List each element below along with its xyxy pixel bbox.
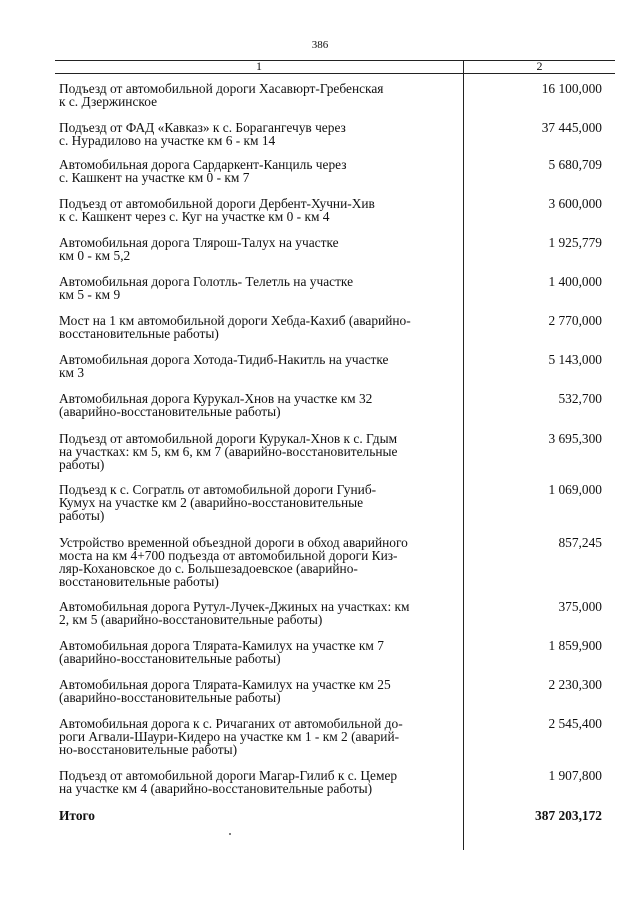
total-label: Итого	[59, 808, 95, 823]
row-description-line: Автомобильная дорога Голотль- Телетль на участке	[59, 274, 354, 289]
row-amount: 3 695,300	[548, 431, 602, 446]
row-description-line: с. Нурадилово на участке км 6 - км 14	[59, 133, 276, 148]
row-description-line: Подъезд от ФАД «Кавказ» к с. Борагангечув через	[59, 120, 346, 135]
row-description-line: км 3	[59, 365, 85, 380]
row-description-line: ляр-Кохановское до с. Большезадоевское (аварийно-	[59, 561, 358, 576]
row-description-line: работы)	[59, 457, 105, 472]
row-description-line: Автомобильная дорога Курукал-Хнов на участке км 32	[59, 391, 373, 406]
total-amount: 387 203,172	[535, 808, 602, 823]
row-description	[59, 197, 459, 223]
row-amount: 2 545,400	[548, 716, 602, 731]
row-description	[59, 353, 459, 379]
row-description	[59, 600, 459, 626]
row-description	[59, 639, 459, 665]
row-description-line: Подъезд от автомобильной дороги Дербент-Хучни-Хив	[59, 196, 375, 211]
row-description-line: на участках: км 5, км 6, км 7 (аварийно-восстановительные	[59, 444, 398, 459]
row-description-line: Автомобильная дорога Тлярата-Камилух на участке км 7	[59, 638, 384, 653]
row-amount: 375,000	[558, 599, 602, 614]
row-description-line: (аварийно-восстановительные работы)	[59, 651, 281, 666]
row-description-line: Подъезд от автомобильной дороги Курукал-Хнов к с. Гдым	[59, 431, 398, 446]
row-description-line: но-восстановительные работы)	[59, 742, 238, 757]
row-amount: 1 400,000	[548, 274, 602, 289]
row-description-line: Автомобильная дорога Тлярата-Камилух на участке км 25	[59, 677, 391, 692]
row-description-line: км 5 - км 9	[59, 287, 121, 302]
row-description	[59, 483, 459, 522]
row-amount: 532,700	[558, 391, 602, 406]
page-number: 386	[311, 39, 329, 51]
row-description-line: работы)	[59, 508, 105, 523]
column-header-1: 1	[256, 59, 262, 73]
row-description-line: Подъезд к с. Согратль от автомобильной дороги Гуниб-	[59, 482, 377, 497]
row-description-line: моста на км 4+700 подъезда от автомобильной дороги Киз-	[59, 548, 398, 563]
row-description	[59, 769, 459, 795]
row-amount: 1 859,900	[548, 638, 602, 653]
row-amount: 857,245	[558, 535, 602, 550]
row-description-line: к с. Кашкент через с. Куг на участке км 0 - км 4	[59, 209, 330, 224]
row-description	[59, 392, 459, 418]
row-description	[59, 236, 459, 262]
row-description-line: на участке км 4 (аварийно-восстановительные работы)	[59, 781, 373, 796]
column-divider	[463, 60, 464, 850]
header-bottom-rule	[55, 73, 615, 74]
row-description-line: восстановительные работы)	[59, 574, 219, 589]
row-description-line: к с. Дзержинское	[59, 94, 158, 109]
row-description-line: Мост на 1 км автомобильной дороги Хебда-Кахиб (аварийно-	[59, 313, 411, 328]
row-description-line: Автомобильная дорога Тлярош-Талух на участке	[59, 235, 339, 250]
row-description-line: Автомобильная дорога Рутул-Лучек-Джиных на участках: км	[59, 599, 410, 614]
row-description-line: Автомобильная дорога Сардаркент-Канциль через	[59, 157, 347, 172]
row-description-line: с. Кашкент на участке км 0 - км 7	[59, 170, 250, 185]
row-description-line: Подъезд от автомобильной дороги Магар-Гилиб к с. Цемер	[59, 768, 398, 783]
row-amount: 1 925,779	[548, 235, 602, 250]
row-description-line: (аварийно-восстановительные работы)	[59, 404, 281, 419]
row-description	[59, 717, 459, 756]
row-description	[59, 678, 459, 704]
row-description-line: Кумух на участке км 2 (аварийно-восстановительные	[59, 495, 364, 510]
row-description	[59, 121, 459, 147]
row-description	[59, 314, 459, 340]
row-description-line: Устройство временной объездной дороги в обход аварийного	[59, 535, 408, 550]
row-amount: 5 680,709	[548, 157, 602, 172]
row-amount: 1 069,000	[548, 482, 602, 497]
row-amount: 1 907,800	[548, 768, 602, 783]
row-description	[59, 275, 459, 301]
row-amount: 3 600,000	[548, 196, 602, 211]
row-description	[59, 432, 459, 471]
scan-speck	[229, 833, 231, 835]
row-description	[59, 82, 459, 108]
row-amount: 2 230,300	[548, 677, 602, 692]
row-amount: 37 445,000	[541, 120, 602, 135]
row-description-line: роги Агвали-Шаури-Кидеро на участке км 1 - км 2 (аварий-	[59, 729, 400, 744]
row-description-line: км 0 - км 5,2	[59, 248, 131, 263]
row-description	[59, 158, 459, 184]
row-description	[59, 536, 459, 588]
row-amount: 2 770,000	[548, 313, 602, 328]
row-description-line: Автомобильная дорога Хотода-Тидиб-Накитль на участке	[59, 352, 389, 367]
row-description-line: восстановительные работы)	[59, 326, 219, 341]
row-description-line: Автомобильная дорога к с. Ричаганих от автомобильной до-	[59, 716, 403, 731]
column-header-2: 2	[536, 59, 543, 73]
row-amount: 5 143,000	[548, 352, 602, 367]
row-description-line: Подъезд от автомобильной дороги Хасавюрт-Гребенская	[59, 81, 384, 96]
row-description-line: 2, км 5 (аварийно-восстановительные работы)	[59, 612, 323, 627]
row-description-line: (аварийно-восстановительные работы)	[59, 690, 281, 705]
row-amount: 16 100,000	[541, 81, 602, 96]
